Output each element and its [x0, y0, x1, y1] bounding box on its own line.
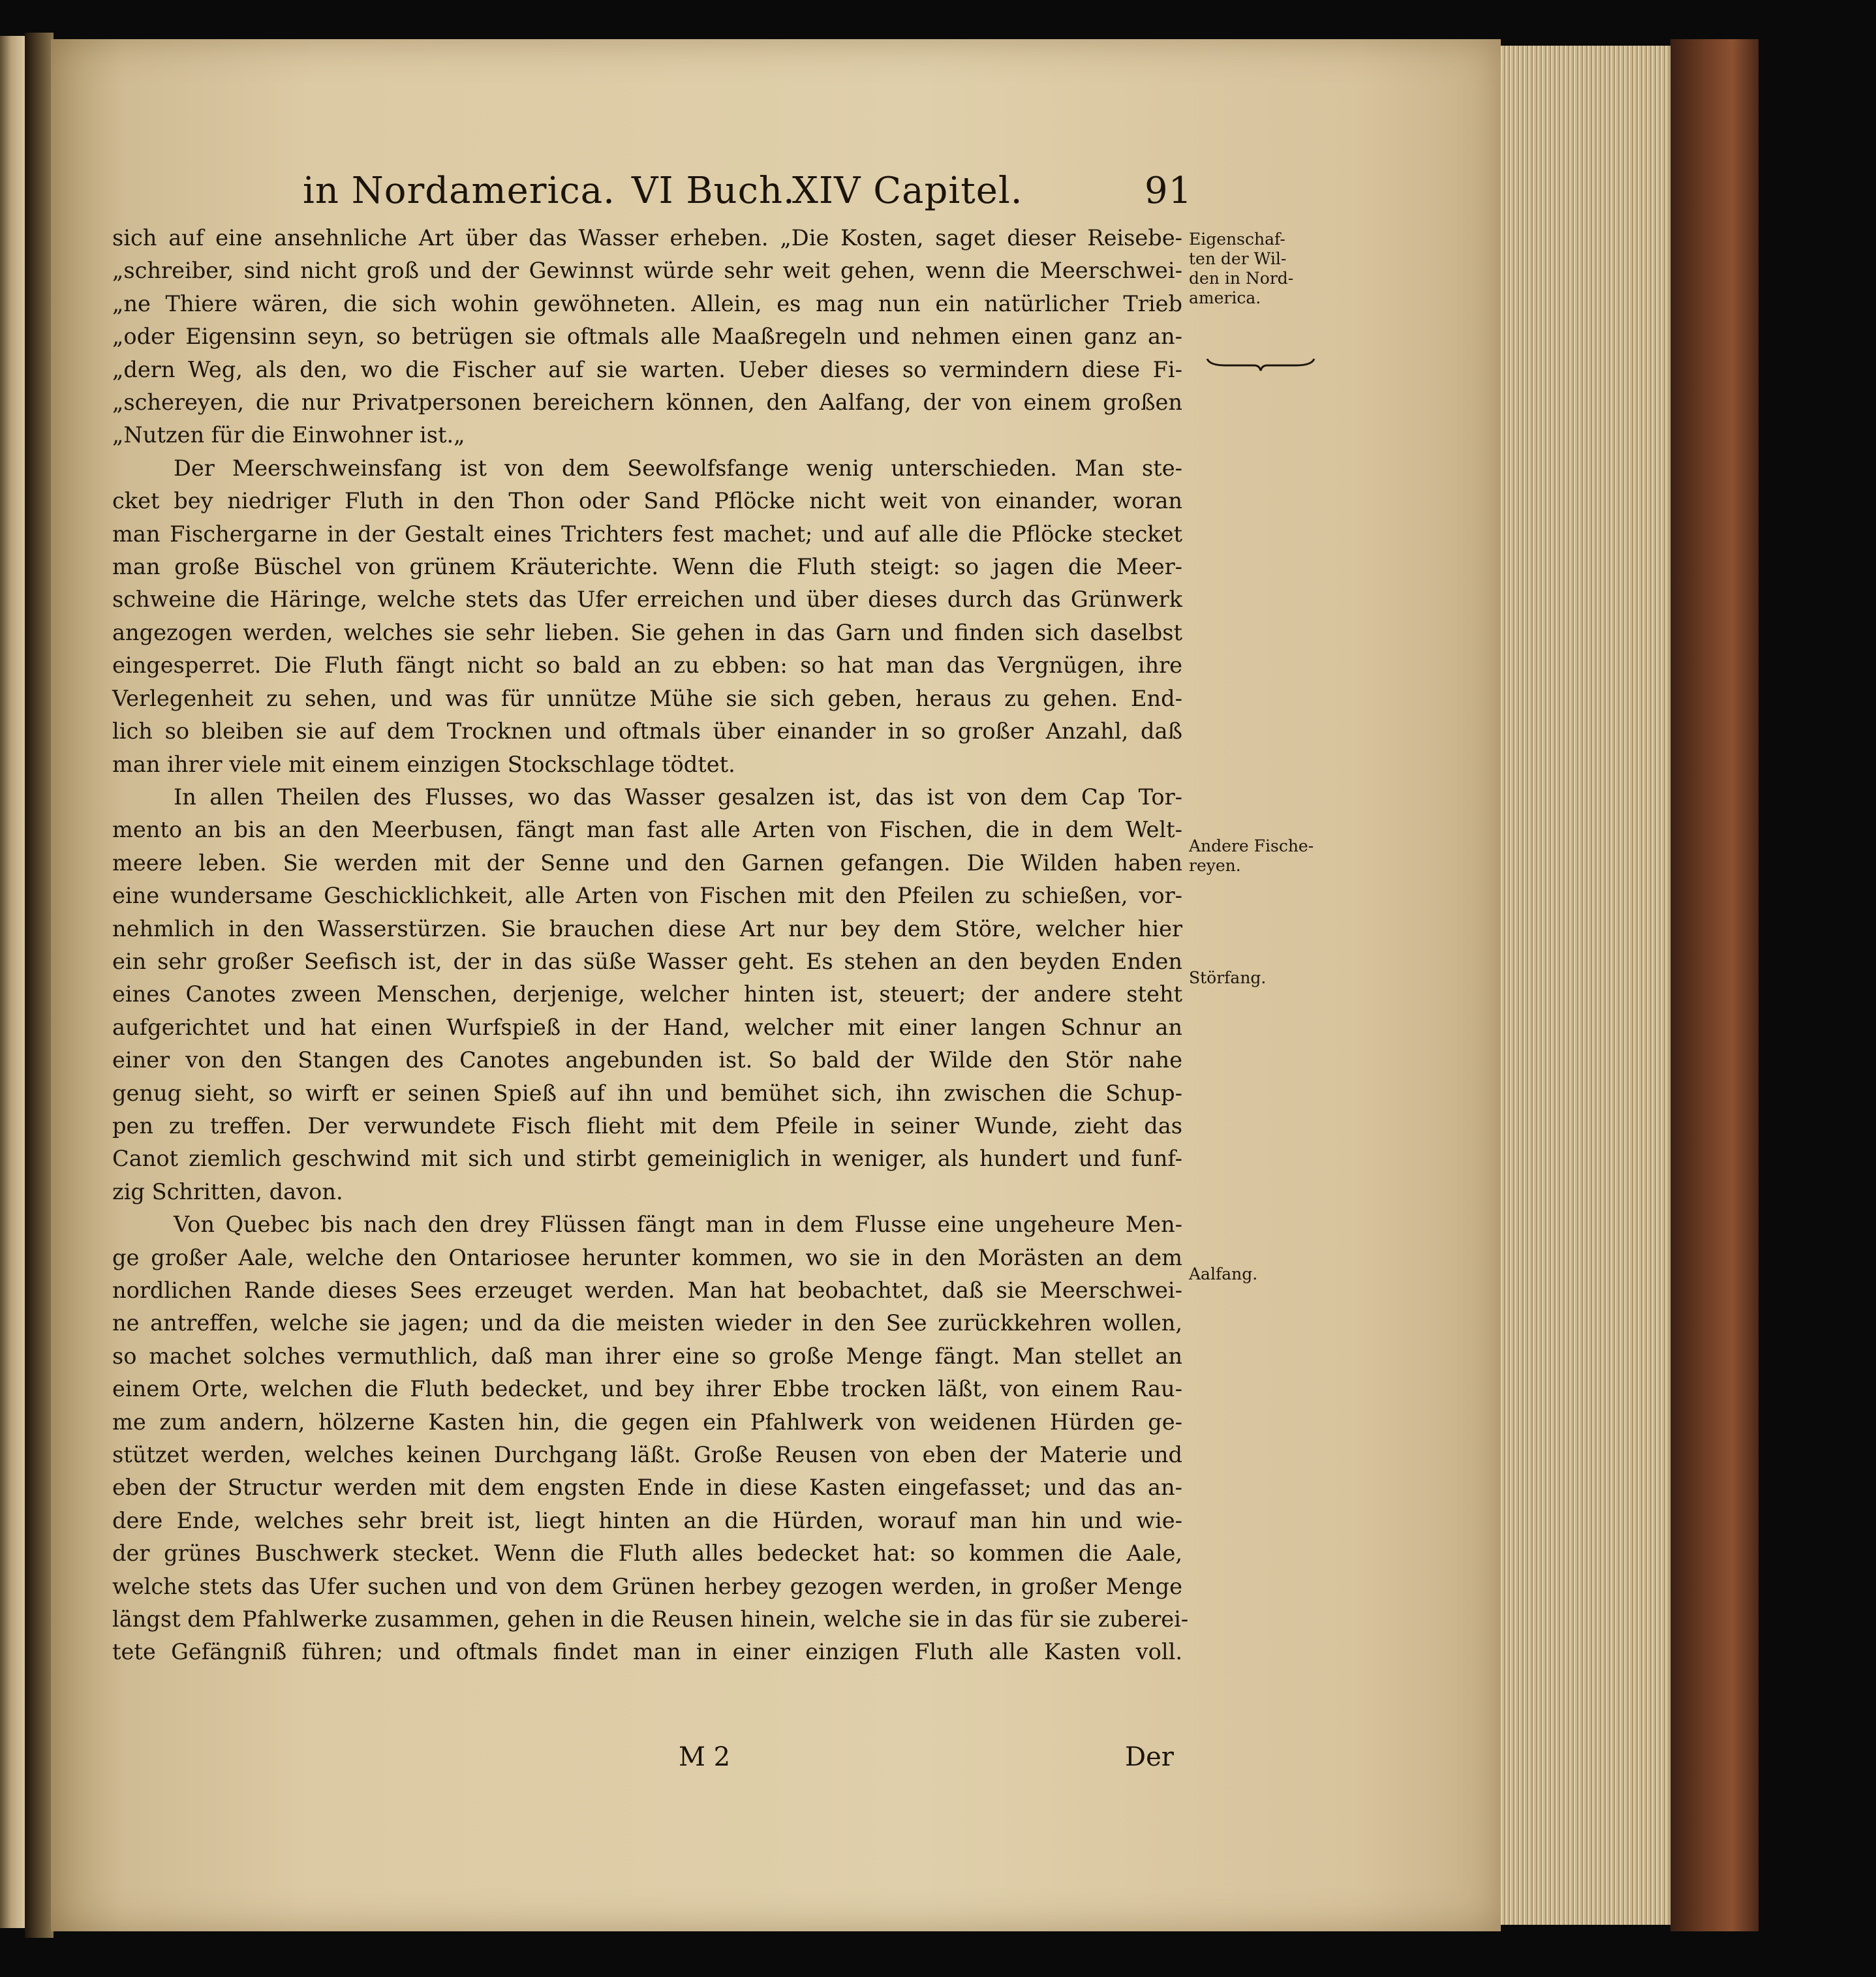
- text-line: ge großer Aale, welche den Ontariosee herunter kommen, wo sie in den Morästen an dem: [112, 1244, 1182, 1270]
- text-line: welche stets das Ufer suchen und von dem Grünen herbey gezogen werden, in großer Menge: [112, 1573, 1182, 1599]
- margin-brace-icon: [1206, 356, 1315, 372]
- text-line: dere Ende, welches sehr breit ist, liegt hinten an die Hürden, worauf man hin und wie-: [112, 1507, 1182, 1533]
- page-stack-edge: [1498, 46, 1674, 1925]
- margin-note-aalfang: [1189, 1264, 1323, 1284]
- running-head-title: in Nordamerica.: [303, 170, 615, 212]
- text-line: mento an bis an den Meerbusen, fängt man fast alle Arten von Fischen, die in dem Welt-: [112, 817, 1182, 843]
- text-line: me zum andern, hölzerne Kasten hin, die gegen ein Pfahlwerk von weidenen Hürden ge-: [112, 1409, 1182, 1435]
- margin-note-line: Störfang.: [1189, 968, 1267, 987]
- text-line: längst dem Pfahlwerke zusammen, gehen in die Reusen hinein, welche sie in das für sie zuberei-: [112, 1606, 1189, 1632]
- running-head: [303, 170, 1255, 222]
- text-line: „schereyen, die nur Privatpersonen bereichern können, den Aalfang, der von einem großen: [112, 390, 1182, 416]
- text-line: lich so bleiben sie auf dem Trocknen und oftmals über einander in so großer Anzahl, daß: [112, 718, 1182, 744]
- margin-note-line: den in Nord-: [1189, 269, 1294, 288]
- margin-note-line: Eigenschaf-: [1189, 230, 1285, 249]
- text-line: ein sehr großer Seefisch ist, der in das süße Wasser geht. Es stehen an den beyden Enden: [112, 948, 1182, 974]
- text-line: der grünes Buschwerk stecket. Wenn die Fluth alles bedecket hat: so kommen die Aale,: [112, 1540, 1182, 1567]
- text-line: nordlichen Rande dieses Sees erzeuget werden. Man hat beobachtet, daß sie Meerschwei-: [112, 1278, 1182, 1303]
- text-line: zig Schritten, davon.: [112, 1178, 343, 1204]
- text-line: eine wundersame Geschicklichkeit, alle Arten von Fischen mit den Pfeilen zu schießen, vor-: [112, 883, 1182, 909]
- text-line: Verlegenheit zu sehen, und was für unnütze Mühe sie sich geben, heraus zu gehen. End-: [112, 685, 1182, 711]
- text-line: angezogen werden, welches sie sehr lieben. Sie gehen in das Garn und finden sich daselbst: [112, 619, 1182, 645]
- text-line: Der Meerschweinsfang ist von dem Seewolfsfange wenig unterschieden. Man ste-: [174, 455, 1182, 481]
- running-head-chapter: XIV Capitel.: [792, 170, 1023, 212]
- margin-note-line: reyen.: [1189, 856, 1241, 875]
- margin-note-stoerfang: [1189, 968, 1323, 988]
- catchword: Der: [1125, 1742, 1174, 1772]
- text-line: schweine die Häringe, welche stets das Ufer erreichen und über dieses durch das Grünwerk: [112, 587, 1182, 613]
- book-gutter: [25, 33, 54, 1938]
- margin-note-andere-fischereyen: [1189, 836, 1323, 876]
- margin-note-line: ten der Wil-: [1189, 249, 1287, 268]
- text-line: man ihrer viele mit einem einzigen Stockschlage tödtet.: [112, 751, 735, 777]
- text-line: nehmlich in den Wasserstürzen. Sie brauchen diese Art nur bey dem Störe, welcher hier: [112, 915, 1182, 942]
- text-line: so machet solches vermuthlich, daß man ihrer eine so große Menge fängt. Man stellet an: [112, 1343, 1182, 1369]
- text-line: „oder Eigensinn seyn, so betrügen sie oftmals alle Maaßregeln und nehmen einen ganz an-: [112, 324, 1182, 350]
- text-line: „Nutzen für die Einwohner ist.„: [112, 422, 465, 448]
- text-line: ne antreffen, welche sie jagen; und da die meisten wieder in den See zurückkehren wollen,: [112, 1310, 1182, 1336]
- text-line: meere leben. Sie werden mit der Senne und den Garnen gefangen. Die Wilden haben: [112, 850, 1182, 876]
- text-line: cket bey niedriger Fluth in den Thon oder Sand Pflöcke nicht weit von einander, woran: [112, 488, 1182, 514]
- margin-note-line: america.: [1189, 288, 1261, 307]
- margin-note-line: Aalfang.: [1189, 1264, 1258, 1283]
- facing-page-edge: [0, 36, 25, 1928]
- text-line: pen zu treffen. Der verwundete Fisch flieht mit dem Pfeile in seiner Wunde, zieht das: [112, 1112, 1182, 1139]
- margin-note-eigenschaften: [1189, 230, 1323, 308]
- text-line: „schreiber, sind nicht groß und der Gewinnst würde sehr weit gehen, wenn die Meerschwei-: [112, 258, 1182, 284]
- text-line: sich auf eine ansehnliche Art über das Wasser erheben. „Die Kosten, saget dieser Reisebe-: [112, 225, 1182, 251]
- signature-mark: M 2: [679, 1742, 731, 1772]
- text-line: einer von den Stangen des Canotes angebunden ist. So bald der Wilde den Stör nahe: [112, 1047, 1182, 1073]
- text-line: aufgerichtet und hat einen Wurfspieß in der Hand, welcher mit einer langen Schnur an: [112, 1014, 1182, 1040]
- running-head-book: VI Buch.: [632, 170, 795, 212]
- margin-note-line: Andere Fische-: [1189, 836, 1314, 855]
- text-line: Canot ziemlich geschwind mit sich und stirbt gemeiniglich in weniger, als hundert und funf-: [112, 1146, 1182, 1172]
- body-text: [112, 222, 1189, 1669]
- text-line: tete Gefängniß führen; und oftmals findet man in einer einzigen Fluth alle Kasten voll.: [112, 1639, 1182, 1665]
- text-line: In allen Theilen des Flusses, wo das Wasser gesalzen ist, das ist von dem Cap Tor-: [174, 784, 1182, 810]
- text-line: man große Büschel von grünem Kräuterichte. Wenn die Fluth steigt: so jagen die Meer-: [112, 554, 1182, 580]
- text-line: einem Orte, welchen die Fluth bedecket, und bey ihrer Ebbe trocken läßt, von einem Rau-: [112, 1376, 1182, 1402]
- text-line: eben der Structur werden mit dem engsten Ende in diese Kasten eingefasset; und das an-: [112, 1475, 1182, 1501]
- text-line: stützet werden, welches keinen Durchgang läßt. Große Reusen von eben der Materie und: [112, 1442, 1182, 1468]
- text-line: „dern Weg, als den, wo die Fischer auf sie warten. Ueber dieses so vermindern diese Fi-: [112, 356, 1182, 382]
- page-number: 91: [1145, 170, 1193, 212]
- text-line: „ne Thiere wären, die sich wohin gewöhneten. Allein, es mag nun ein natürlicher Trieb: [112, 290, 1182, 316]
- text-line: eingesperret. Die Fluth fängt nicht so bald an zu ebben: so hat man das Vergnügen, ihre: [112, 652, 1182, 679]
- text-line: genug sieht, so wirft er seinen Spieß auf ihn und bemühet sich, ihn zwischen die Schup-: [112, 1080, 1182, 1106]
- text-line: eines Canotes zween Menschen, derjenige, welcher hinten ist, steuert; der andere steht: [112, 981, 1182, 1007]
- text-line: man Fischergarne in der Gestalt eines Trichters fest machet; und auf alle die Pflöcke stecket: [112, 521, 1182, 547]
- text-line: Von Quebec bis nach den drey Flüssen fängt man in dem Flusse eine ungeheure Men-: [174, 1212, 1182, 1238]
- leather-cover: [1670, 39, 1759, 1931]
